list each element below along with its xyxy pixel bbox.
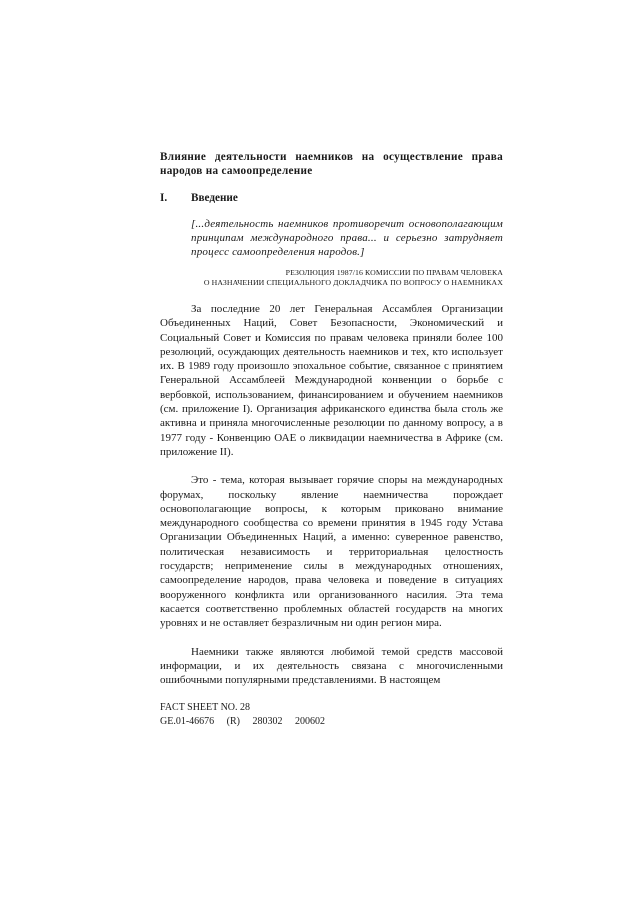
epigraph-source [160,268,503,288]
body-paragraph-1: За последние 20 лет Генеральная Ассамблея Организации Объединенных Наций, Совет Безопасности, Экономический и Социальный Совет и Комиссия по правам человека приняли более 100 резолюций, осуждающих деятельность наемников и тех, кто использует их. В 1989 году произошло эпохальное событие, связанное с принятием Генеральной Ассамблеей Международной конвенции о борьбе с вербовкой, использованием, финансированием и обучением наемников (см. приложение I). Организация африканского единства была столь же активна и приняла многочисленные резолюции по данному вопросу, а в 1977 году - Конвенцию ОАЕ о ликвидации наемничества в Африке (см. приложение II). [160,303,503,458]
document-date-1: 280302 [252,716,283,728]
document-code-line [160,715,503,729]
body-paragraph-2: Это - тема, которая вызывает горячие споры на международных форумах, поскольку явление наемничества порождает основополагающие вопросы, к которым приковано внимание международного сообщества со времени принятия в 1945 году Устава Организации Объединенных Наций, а именно: суверенное равенство, политическая независимость и территориальная целостность государств; неприменение силы в международных отношениях, самоопределение народов, права человека и поведение в ситуациях вооруженного конфликта или организованного насилия. Эта тема касается соответственно проблемных областей государств на многих уровнях и не оставляет безразличным ни один регион мира. [160,474,503,630]
document-page [160,150,503,729]
document-language-marker: (R) [226,716,241,728]
section-number: I. [160,192,168,204]
document-footer [160,701,503,729]
fact-sheet-number: FACT SHEET NO. 28 [160,702,251,714]
body-paragraph-3: Наемники также являются любимой темой средств массовой информации, и их деятельность связана с многочисленными ошибочными популярными представлениями. В настоящем [160,645,503,687]
document-code: GE.01-46676 [160,716,215,728]
document-title: Влияние деятельности наемников на осуществление права народов на самоопределение [160,151,503,177]
epigraph-source-line1: РЕЗОЛЮЦИЯ 1987/16 КОМИССИИ ПО ПРАВАМ ЧЕЛОВЕКА [285,268,503,277]
section-heading [160,191,503,205]
epigraph-quote: [...деятельность наемников противоречит основополагающим принципам международного права... и серьезно затрудняет процесс самоопределения народов.] [191,218,503,258]
document-date-2: 200602 [295,716,326,728]
section-title: Введение [191,192,238,204]
epigraph-source-line2: О НАЗНАЧЕНИИ СПЕЦИАЛЬНОГО ДОКЛАДЧИКА ПО ВОПРОСУ О НАЕМНИКАХ [203,278,503,287]
